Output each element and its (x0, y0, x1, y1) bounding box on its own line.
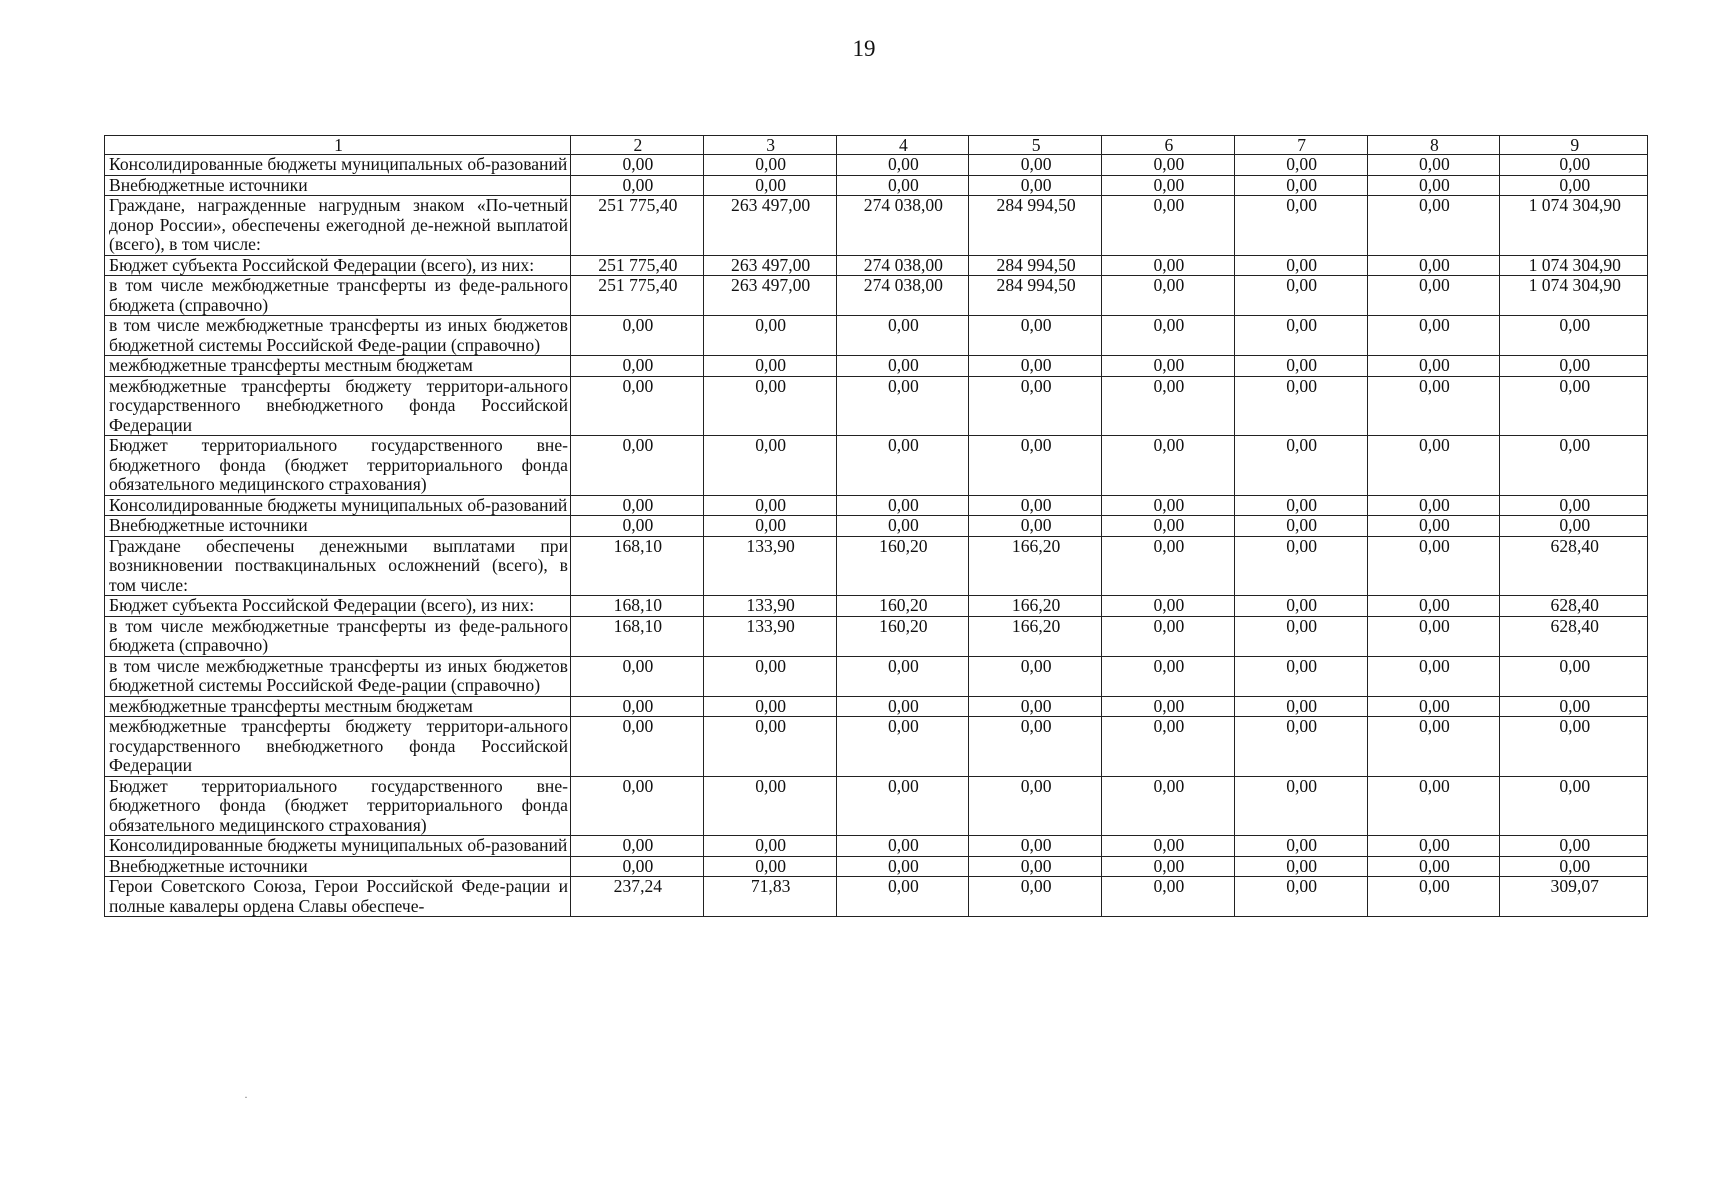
column-header-2: 2 (571, 136, 704, 155)
value-cell: 0,00 (703, 836, 836, 857)
value-cell: 0,00 (969, 155, 1102, 176)
value-cell: 168,10 (571, 616, 704, 656)
row-label: Консолидированные бюджеты муниципальных об-разований (105, 836, 571, 857)
value-cell: 0,00 (1234, 717, 1367, 777)
value-cell: 0,00 (1102, 717, 1235, 777)
value-cell: 237,24 (571, 877, 704, 917)
table-row (105, 495, 1648, 516)
value-cell: 0,00 (703, 656, 836, 696)
table-row (105, 596, 1648, 617)
value-cell: 284 994,50 (969, 255, 1102, 276)
value-cell: 0,00 (1367, 856, 1500, 877)
table-row (105, 175, 1648, 196)
row-label: в том числе межбюджетные трансферты из иных бюджетов бюджетной системы Российской Феде-рации (справочно) (105, 316, 571, 356)
value-cell: 0,00 (1367, 255, 1500, 276)
value-cell: 0,00 (1102, 596, 1235, 617)
budget-table (104, 135, 1648, 917)
value-cell: 0,00 (836, 175, 969, 196)
table-row (105, 516, 1648, 537)
value-cell: 166,20 (969, 536, 1102, 596)
value-cell: 0,00 (1500, 516, 1648, 537)
value-cell: 0,00 (836, 356, 969, 377)
page-number: 19 (852, 36, 876, 61)
value-cell: 284 994,50 (969, 196, 1102, 256)
value-cell: 168,10 (571, 536, 704, 596)
value-cell: 0,00 (1367, 696, 1500, 717)
value-cell: 0,00 (969, 776, 1102, 836)
value-cell: 0,00 (1500, 155, 1648, 176)
value-cell: 0,00 (1367, 596, 1500, 617)
value-cell: 1 074 304,90 (1500, 255, 1648, 276)
row-label: в том числе межбюджетные трансферты из феде-рального бюджета (справочно) (105, 616, 571, 656)
value-cell: 0,00 (571, 175, 704, 196)
value-cell: 0,00 (836, 856, 969, 877)
table-row (105, 536, 1648, 596)
value-cell: 0,00 (703, 436, 836, 496)
value-cell: 160,20 (836, 616, 969, 656)
value-cell: 0,00 (571, 155, 704, 176)
value-cell: 0,00 (1102, 656, 1235, 696)
value-cell: 0,00 (1500, 175, 1648, 196)
value-cell: 0,00 (571, 495, 704, 516)
value-cell: 0,00 (1500, 376, 1648, 436)
value-cell: 0,00 (1102, 856, 1235, 877)
value-cell: 0,00 (1500, 696, 1648, 717)
value-cell: 160,20 (836, 596, 969, 617)
column-header-7: 7 (1234, 136, 1367, 155)
value-cell: 0,00 (1367, 495, 1500, 516)
value-cell: 0,00 (1500, 495, 1648, 516)
value-cell: 0,00 (1102, 376, 1235, 436)
value-cell: 0,00 (1102, 696, 1235, 717)
value-cell: 628,40 (1500, 596, 1648, 617)
value-cell: 0,00 (571, 717, 704, 777)
value-cell: 0,00 (703, 316, 836, 356)
value-cell: 168,10 (571, 596, 704, 617)
value-cell: 0,00 (1102, 175, 1235, 196)
scan-mark: · (244, 1090, 248, 1104)
value-cell: 0,00 (703, 856, 836, 877)
row-label: межбюджетные трансферты бюджету территори-ального государственного внебюджетного фонда Российской Федерации (105, 717, 571, 777)
value-cell: 0,00 (703, 356, 836, 377)
value-cell: 0,00 (1367, 356, 1500, 377)
value-cell: 71,83 (703, 877, 836, 917)
value-cell: 0,00 (969, 376, 1102, 436)
value-cell: 0,00 (1234, 356, 1367, 377)
value-cell: 0,00 (836, 877, 969, 917)
value-cell: 133,90 (703, 536, 836, 596)
value-cell: 0,00 (1102, 616, 1235, 656)
table-row (105, 877, 1648, 917)
value-cell: 0,00 (969, 717, 1102, 777)
value-cell: 0,00 (1367, 516, 1500, 537)
row-label: межбюджетные трансферты местным бюджетам (105, 356, 571, 377)
value-cell: 0,00 (1234, 196, 1367, 256)
value-cell: 0,00 (1234, 175, 1367, 196)
row-label: Консолидированные бюджеты муниципальных об-разований (105, 495, 571, 516)
column-header-1: 1 (105, 136, 571, 155)
row-label: межбюджетные трансферты местным бюджетам (105, 696, 571, 717)
budget-table-container (104, 135, 1644, 917)
value-cell: 0,00 (1102, 276, 1235, 316)
value-cell: 0,00 (1367, 656, 1500, 696)
value-cell: 0,00 (703, 495, 836, 516)
value-cell: 0,00 (969, 856, 1102, 877)
value-cell: 0,00 (1367, 717, 1500, 777)
row-label: в том числе межбюджетные трансферты из иных бюджетов бюджетной системы Российской Феде-рации (справочно) (105, 656, 571, 696)
value-cell: 263 497,00 (703, 196, 836, 256)
value-cell: 0,00 (836, 155, 969, 176)
table-row (105, 836, 1648, 857)
value-cell: 0,00 (1102, 255, 1235, 276)
value-cell: 1 074 304,90 (1500, 276, 1648, 316)
value-cell: 0,00 (1367, 276, 1500, 316)
value-cell: 0,00 (571, 516, 704, 537)
value-cell: 0,00 (1234, 856, 1367, 877)
row-label: Бюджет субъекта Российской Федерации (всего), из них: (105, 255, 571, 276)
column-header-8: 8 (1367, 136, 1500, 155)
table-body (105, 155, 1648, 917)
value-cell: 0,00 (571, 856, 704, 877)
value-cell: 0,00 (1500, 356, 1648, 377)
value-cell: 0,00 (1500, 776, 1648, 836)
value-cell: 274 038,00 (836, 255, 969, 276)
value-cell: 133,90 (703, 616, 836, 656)
value-cell: 284 994,50 (969, 276, 1102, 316)
value-cell: 1 074 304,90 (1500, 196, 1648, 256)
value-cell: 0,00 (703, 696, 836, 717)
value-cell: 251 775,40 (571, 255, 704, 276)
value-cell: 0,00 (836, 776, 969, 836)
value-cell: 0,00 (1500, 717, 1648, 777)
value-cell: 0,00 (836, 436, 969, 496)
value-cell: 274 038,00 (836, 276, 969, 316)
value-cell: 0,00 (571, 656, 704, 696)
value-cell: 0,00 (1102, 495, 1235, 516)
value-cell: 0,00 (969, 516, 1102, 537)
value-cell: 0,00 (1234, 516, 1367, 537)
value-cell: 0,00 (571, 776, 704, 836)
column-header-5: 5 (969, 136, 1102, 155)
value-cell: 0,00 (571, 376, 704, 436)
value-cell: 0,00 (836, 495, 969, 516)
table-row (105, 155, 1648, 176)
value-cell: 0,00 (1102, 836, 1235, 857)
value-cell: 263 497,00 (703, 255, 836, 276)
value-cell: 0,00 (969, 495, 1102, 516)
value-cell: 0,00 (969, 656, 1102, 696)
value-cell: 0,00 (1367, 836, 1500, 857)
table-row (105, 196, 1648, 256)
table-row (105, 656, 1648, 696)
row-label: Герои Советского Союза, Герои Российской Феде-рации и полные кавалеры ордена Славы обеспече- (105, 877, 571, 917)
value-cell: 0,00 (1234, 877, 1367, 917)
value-cell: 0,00 (1102, 155, 1235, 176)
table-row (105, 276, 1648, 316)
value-cell: 0,00 (1367, 155, 1500, 176)
value-cell: 0,00 (969, 356, 1102, 377)
value-cell: 0,00 (1234, 656, 1367, 696)
value-cell: 0,00 (836, 696, 969, 717)
value-cell: 251 775,40 (571, 196, 704, 256)
value-cell: 0,00 (1500, 316, 1648, 356)
value-cell: 0,00 (1367, 376, 1500, 436)
table-row (105, 856, 1648, 877)
value-cell: 0,00 (703, 717, 836, 777)
column-header-9: 9 (1500, 136, 1648, 155)
value-cell: 0,00 (703, 175, 836, 196)
value-cell: 0,00 (1367, 175, 1500, 196)
value-cell: 166,20 (969, 616, 1102, 656)
value-cell: 0,00 (703, 776, 836, 836)
value-cell: 0,00 (969, 175, 1102, 196)
value-cell: 0,00 (969, 316, 1102, 356)
value-cell: 0,00 (1234, 155, 1367, 176)
value-cell: 309,07 (1500, 877, 1648, 917)
value-cell: 0,00 (1234, 776, 1367, 836)
row-label: Бюджет территориального государственного вне-бюджетного фонда (бюджет территориального фонда обязательного медицинского страхования) (105, 436, 571, 496)
value-cell: 0,00 (836, 656, 969, 696)
value-cell: 251 775,40 (571, 276, 704, 316)
value-cell: 0,00 (836, 717, 969, 777)
value-cell: 0,00 (703, 376, 836, 436)
value-cell: 0,00 (1367, 316, 1500, 356)
value-cell: 0,00 (571, 836, 704, 857)
value-cell: 0,00 (1367, 536, 1500, 596)
column-header-4: 4 (836, 136, 969, 155)
row-label: Граждане, награжденные нагрудным знаком «По-четный донор России», обеспечены ежегодной де-нежной выплатой (всего), в том числе: (105, 196, 571, 256)
value-cell: 0,00 (1102, 356, 1235, 377)
value-cell: 0,00 (1234, 596, 1367, 617)
value-cell: 0,00 (1102, 877, 1235, 917)
value-cell: 0,00 (1367, 776, 1500, 836)
table-row (105, 616, 1648, 656)
column-header-3: 3 (703, 136, 836, 155)
row-label: Бюджет субъекта Российской Федерации (всего), из них: (105, 596, 571, 617)
value-cell: 0,00 (571, 436, 704, 496)
value-cell: 0,00 (571, 696, 704, 717)
value-cell: 166,20 (969, 596, 1102, 617)
table-row (105, 717, 1648, 777)
value-cell: 0,00 (969, 877, 1102, 917)
value-cell: 0,00 (1234, 495, 1367, 516)
table-row (105, 356, 1648, 377)
row-label: Бюджет территориального государственного вне-бюджетного фонда (бюджет территориального фонда обязательного медицинского страхования) (105, 776, 571, 836)
value-cell: 0,00 (1367, 616, 1500, 656)
value-cell: 263 497,00 (703, 276, 836, 316)
value-cell: 0,00 (1234, 536, 1367, 596)
value-cell: 0,00 (1500, 836, 1648, 857)
value-cell: 0,00 (969, 696, 1102, 717)
value-cell: 0,00 (1234, 376, 1367, 436)
value-cell: 0,00 (1234, 276, 1367, 316)
value-cell: 160,20 (836, 536, 969, 596)
value-cell: 0,00 (1102, 536, 1235, 596)
table-row (105, 776, 1648, 836)
value-cell: 0,00 (1234, 316, 1367, 356)
value-cell: 0,00 (1102, 776, 1235, 836)
header-row (105, 136, 1648, 155)
value-cell: 0,00 (1102, 436, 1235, 496)
value-cell: 628,40 (1500, 536, 1648, 596)
value-cell: 0,00 (836, 516, 969, 537)
value-cell: 0,00 (836, 836, 969, 857)
row-label: Внебюджетные источники (105, 175, 571, 196)
value-cell: 628,40 (1500, 616, 1648, 656)
value-cell: 0,00 (1500, 436, 1648, 496)
value-cell: 0,00 (1367, 877, 1500, 917)
row-label: Внебюджетные источники (105, 856, 571, 877)
value-cell: 0,00 (1234, 836, 1367, 857)
value-cell: 133,90 (703, 596, 836, 617)
table-row (105, 255, 1648, 276)
value-cell: 0,00 (1234, 436, 1367, 496)
value-cell: 0,00 (1367, 436, 1500, 496)
row-label: Внебюджетные источники (105, 516, 571, 537)
value-cell: 0,00 (1102, 316, 1235, 356)
row-label: Граждане обеспечены денежными выплатами при возникновении поствакцинальных осложнений (всего), в том числе: (105, 536, 571, 596)
value-cell: 0,00 (703, 155, 836, 176)
value-cell: 0,00 (969, 436, 1102, 496)
value-cell: 0,00 (571, 356, 704, 377)
table-row (105, 436, 1648, 496)
column-header-6: 6 (1102, 136, 1235, 155)
table-row (105, 316, 1648, 356)
row-label: межбюджетные трансферты бюджету территори-ального государственного внебюджетного фонда Российской Федерации (105, 376, 571, 436)
value-cell: 0,00 (1367, 196, 1500, 256)
value-cell: 0,00 (1234, 616, 1367, 656)
value-cell: 0,00 (1234, 255, 1367, 276)
value-cell: 0,00 (836, 316, 969, 356)
value-cell: 0,00 (836, 376, 969, 436)
value-cell: 0,00 (1500, 656, 1648, 696)
value-cell: 0,00 (969, 836, 1102, 857)
value-cell: 0,00 (1102, 516, 1235, 537)
row-label: Консолидированные бюджеты муниципальных об-разований (105, 155, 571, 176)
value-cell: 0,00 (703, 516, 836, 537)
value-cell: 0,00 (1500, 856, 1648, 877)
value-cell: 0,00 (1234, 696, 1367, 717)
row-label: в том числе межбюджетные трансферты из феде-рального бюджета (справочно) (105, 276, 571, 316)
value-cell: 274 038,00 (836, 196, 969, 256)
table-row (105, 696, 1648, 717)
table-row (105, 376, 1648, 436)
value-cell: 0,00 (1102, 196, 1235, 256)
value-cell: 0,00 (571, 316, 704, 356)
